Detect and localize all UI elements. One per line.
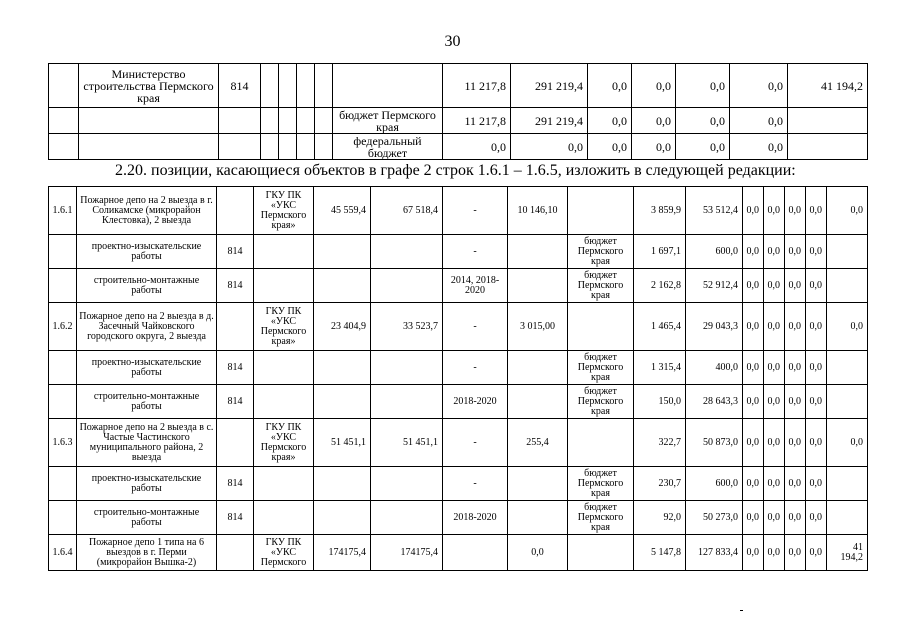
- row-num-cell: [49, 134, 79, 160]
- v4-cell: 0,0: [764, 351, 785, 385]
- funded-cell: [508, 501, 568, 535]
- cost-cell: [314, 501, 371, 535]
- v1-cell: 5 147,8: [634, 535, 686, 571]
- limit-cell: [371, 351, 443, 385]
- empty-cell: [279, 134, 297, 160]
- v5-cell: 0,0: [785, 351, 806, 385]
- source-cell: бюджет Пермского края: [568, 235, 634, 269]
- cost-cell: [314, 467, 371, 501]
- source-cell: бюджет Пермского края: [568, 385, 634, 419]
- code-cell: 814: [217, 385, 254, 419]
- v5-cell: 0,0: [785, 535, 806, 571]
- value-cell: [788, 108, 868, 134]
- v5-cell: 0,0: [785, 419, 806, 467]
- table-row: [49, 235, 868, 269]
- v3-cell: 0,0: [743, 467, 764, 501]
- code-cell: [217, 535, 254, 571]
- v7-cell: 41 194,2: [827, 535, 868, 571]
- value-cell: 11 217,8: [443, 108, 511, 134]
- table-row: [49, 419, 868, 467]
- period-cell: -: [443, 419, 508, 467]
- customer-cell: ГКУ ПК «УКС Пермского края»: [254, 187, 314, 235]
- source-cell: бюджет Пермского края: [568, 501, 634, 535]
- empty-cell: [261, 64, 279, 108]
- source-cell: федеральный бюджет: [333, 134, 443, 160]
- page-number: 30: [444, 33, 461, 50]
- v6-cell: 0,0: [806, 419, 827, 467]
- v1-cell: 322,7: [634, 419, 686, 467]
- v2-cell: 400,0: [686, 351, 743, 385]
- limit-cell: [371, 269, 443, 303]
- source-cell: [568, 187, 634, 235]
- v7-cell: [827, 269, 868, 303]
- period-cell: 2018-2020: [443, 385, 508, 419]
- num-cell: 1.6.2: [49, 303, 77, 351]
- v1-cell: 92,0: [634, 501, 686, 535]
- v4-cell: 0,0: [764, 467, 785, 501]
- name-cell: Пожарное депо на 2 выезда в д. Засечный Чайковского городского округа, 2 выезда: [77, 303, 217, 351]
- v5-cell: 0,0: [785, 269, 806, 303]
- v3-cell: 0,0: [743, 385, 764, 419]
- num-cell: [49, 501, 77, 535]
- funded-cell: 10 146,10: [508, 187, 568, 235]
- empty-cell: [279, 64, 297, 108]
- customer-cell: [254, 385, 314, 419]
- table-row: [49, 64, 868, 108]
- v2-cell: 53 512,4: [686, 187, 743, 235]
- name-cell: строительно-монтажные работы: [77, 269, 217, 303]
- table-row: [49, 108, 868, 134]
- value-cell: 41 194,2: [788, 64, 868, 108]
- table-row: [49, 467, 868, 501]
- v5-cell: 0,0: [785, 235, 806, 269]
- v2-cell: 600,0: [686, 467, 743, 501]
- name-cell: проектно-изыскательские работы: [77, 467, 217, 501]
- limit-cell: [371, 467, 443, 501]
- table-row: [49, 535, 868, 571]
- cost-cell: [314, 385, 371, 419]
- funded-cell: 3 015,00: [508, 303, 568, 351]
- v4-cell: 0,0: [764, 419, 785, 467]
- code-cell: 814: [217, 467, 254, 501]
- name-cell: [79, 108, 219, 134]
- source-cell: бюджет Пермского края: [568, 467, 634, 501]
- customer-cell: ГКУ ПК «УКС Пермского края»: [254, 419, 314, 467]
- v1-cell: 1 465,4: [634, 303, 686, 351]
- funded-cell: [508, 351, 568, 385]
- code-cell: [219, 108, 261, 134]
- source-cell: бюджет Пермского края: [333, 108, 443, 134]
- empty-cell: [297, 64, 315, 108]
- v7-cell: 0,0: [827, 303, 868, 351]
- table-row: [49, 351, 868, 385]
- v4-cell: 0,0: [764, 269, 785, 303]
- limit-cell: [371, 235, 443, 269]
- empty-cell: [261, 108, 279, 134]
- v3-cell: 0,0: [743, 235, 764, 269]
- value-cell: 0,0: [676, 134, 730, 160]
- v4-cell: 0,0: [764, 187, 785, 235]
- funded-cell: [508, 235, 568, 269]
- code-cell: 814: [217, 351, 254, 385]
- empty-cell: [297, 134, 315, 160]
- v5-cell: 0,0: [785, 467, 806, 501]
- section-heading: 2.20. позиции, касающиеся объектов в графе 2 строк 1.6.1 – 1.6.5, изложить в следующей редакции:: [115, 162, 796, 179]
- customer-cell: ГКУ ПК «УКС Пермского края»: [254, 303, 314, 351]
- v5-cell: 0,0: [785, 385, 806, 419]
- num-cell: [49, 385, 77, 419]
- name-cell: проектно-изыскательские работы: [77, 235, 217, 269]
- v3-cell: 0,0: [743, 419, 764, 467]
- v7-cell: [827, 385, 868, 419]
- table-row: [49, 187, 868, 235]
- v7-cell: [827, 467, 868, 501]
- v1-cell: 230,7: [634, 467, 686, 501]
- source-cell: [568, 303, 634, 351]
- v7-cell: 0,0: [827, 187, 868, 235]
- customer-cell: [254, 269, 314, 303]
- value-cell: 0,0: [511, 134, 588, 160]
- cost-cell: [314, 269, 371, 303]
- v3-cell: 0,0: [743, 303, 764, 351]
- value-cell: 0,0: [730, 64, 788, 108]
- customer-cell: [254, 235, 314, 269]
- num-cell: [49, 269, 77, 303]
- code-cell: [217, 419, 254, 467]
- cost-cell: 174175,4: [314, 535, 371, 571]
- value-cell: 0,0: [676, 108, 730, 134]
- name-cell: [79, 134, 219, 160]
- empty-cell: [315, 64, 333, 108]
- v4-cell: 0,0: [764, 535, 785, 571]
- value-cell: 0,0: [676, 64, 730, 108]
- funded-cell: [508, 269, 568, 303]
- row-num-cell: [49, 64, 79, 108]
- v3-cell: 0,0: [743, 351, 764, 385]
- v6-cell: 0,0: [806, 269, 827, 303]
- v2-cell: 29 043,3: [686, 303, 743, 351]
- cost-cell: 51 451,1: [314, 419, 371, 467]
- customer-cell: [254, 351, 314, 385]
- v6-cell: 0,0: [806, 385, 827, 419]
- value-cell: 0,0: [730, 108, 788, 134]
- value-cell: 291 219,4: [511, 64, 588, 108]
- num-cell: [49, 235, 77, 269]
- period-cell: -: [443, 187, 508, 235]
- code-cell: [217, 303, 254, 351]
- v3-cell: 0,0: [743, 535, 764, 571]
- limit-cell: 174175,4: [371, 535, 443, 571]
- period-cell: [443, 535, 508, 571]
- v2-cell: 50 273,0: [686, 501, 743, 535]
- period-cell: -: [443, 303, 508, 351]
- customer-cell: [254, 501, 314, 535]
- table-row: [49, 303, 868, 351]
- cost-cell: 23 404,9: [314, 303, 371, 351]
- funded-cell: 0,0: [508, 535, 568, 571]
- scan-mark: [740, 610, 743, 611]
- value-cell: 0,0: [588, 64, 632, 108]
- row-num-cell: [49, 108, 79, 134]
- value-cell: 0,0: [632, 108, 676, 134]
- v1-cell: 1 697,1: [634, 235, 686, 269]
- v6-cell: 0,0: [806, 501, 827, 535]
- v1-cell: 150,0: [634, 385, 686, 419]
- empty-cell: [279, 108, 297, 134]
- limit-cell: 51 451,1: [371, 419, 443, 467]
- name-cell: строительно-монтажные работы: [77, 385, 217, 419]
- funded-cell: [508, 385, 568, 419]
- period-cell: 2018-2020: [443, 501, 508, 535]
- period-cell: -: [443, 351, 508, 385]
- table-row: [49, 134, 868, 160]
- v3-cell: 0,0: [743, 187, 764, 235]
- v5-cell: 0,0: [785, 501, 806, 535]
- v2-cell: 28 643,3: [686, 385, 743, 419]
- v5-cell: 0,0: [785, 303, 806, 351]
- v6-cell: 0,0: [806, 351, 827, 385]
- v2-cell: 600,0: [686, 235, 743, 269]
- value-cell: [788, 134, 868, 160]
- table-row: [49, 501, 868, 535]
- customer-cell: [254, 467, 314, 501]
- main-table: [48, 186, 868, 571]
- code-cell: [217, 187, 254, 235]
- top-table: [48, 63, 868, 160]
- value-cell: 0,0: [588, 108, 632, 134]
- empty-cell: [297, 108, 315, 134]
- v1-cell: 3 859,9: [634, 187, 686, 235]
- v3-cell: 0,0: [743, 269, 764, 303]
- code-cell: [219, 134, 261, 160]
- table-row: [49, 269, 868, 303]
- v6-cell: 0,0: [806, 303, 827, 351]
- limit-cell: 67 518,4: [371, 187, 443, 235]
- period-cell: -: [443, 235, 508, 269]
- code-cell: 814: [217, 501, 254, 535]
- v6-cell: 0,0: [806, 535, 827, 571]
- v4-cell: 0,0: [764, 385, 785, 419]
- v2-cell: 50 873,0: [686, 419, 743, 467]
- v6-cell: 0,0: [806, 235, 827, 269]
- name-cell: Пожарное депо 1 типа на 6 выездов в г. Перми (микрорайон Вышка-2): [77, 535, 217, 571]
- v7-cell: [827, 235, 868, 269]
- funded-cell: 255,4: [508, 419, 568, 467]
- funded-cell: [508, 467, 568, 501]
- value-cell: 0,0: [632, 134, 676, 160]
- num-cell: [49, 467, 77, 501]
- limit-cell: 33 523,7: [371, 303, 443, 351]
- empty-cell: [315, 108, 333, 134]
- value-cell: 0,0: [632, 64, 676, 108]
- name-cell: проектно-изыскательские работы: [77, 351, 217, 385]
- source-cell: бюджет Пермского края: [568, 351, 634, 385]
- v1-cell: 2 162,8: [634, 269, 686, 303]
- code-cell: 814: [217, 235, 254, 269]
- code-cell: 814: [217, 269, 254, 303]
- v4-cell: 0,0: [764, 235, 785, 269]
- value-cell: 291 219,4: [511, 108, 588, 134]
- limit-cell: [371, 501, 443, 535]
- v1-cell: 1 315,4: [634, 351, 686, 385]
- name-cell: строительно-монтажные работы: [77, 501, 217, 535]
- name-cell: Пожарное депо на 2 выезда в с. Частые Частинского муниципального района, 2 выезда: [77, 419, 217, 467]
- v3-cell: 0,0: [743, 501, 764, 535]
- empty-cell: [261, 134, 279, 160]
- code-cell: 814: [219, 64, 261, 108]
- source-cell: [333, 64, 443, 108]
- num-cell: 1.6.4: [49, 535, 77, 571]
- num-cell: 1.6.1: [49, 187, 77, 235]
- v6-cell: 0,0: [806, 467, 827, 501]
- period-cell: -: [443, 467, 508, 501]
- v2-cell: 52 912,4: [686, 269, 743, 303]
- cost-cell: 45 559,4: [314, 187, 371, 235]
- v7-cell: [827, 351, 868, 385]
- value-cell: 0,0: [443, 134, 511, 160]
- v4-cell: 0,0: [764, 303, 785, 351]
- limit-cell: [371, 385, 443, 419]
- customer-cell: ГКУ ПК «УКС Пермского: [254, 535, 314, 571]
- value-cell: 0,0: [588, 134, 632, 160]
- v7-cell: 0,0: [827, 419, 868, 467]
- cost-cell: [314, 351, 371, 385]
- source-cell: [568, 535, 634, 571]
- num-cell: 1.6.3: [49, 419, 77, 467]
- name-cell: Пожарное депо на 2 выезда в г. Соликамске (микрорайон Клестовка), 2 выезда: [77, 187, 217, 235]
- period-cell: 2014, 2018-2020: [443, 269, 508, 303]
- value-cell: 11 217,8: [443, 64, 511, 108]
- source-cell: [568, 419, 634, 467]
- v7-cell: [827, 501, 868, 535]
- v2-cell: 127 833,4: [686, 535, 743, 571]
- source-cell: бюджет Пермского края: [568, 269, 634, 303]
- v5-cell: 0,0: [785, 187, 806, 235]
- empty-cell: [315, 134, 333, 160]
- v6-cell: 0,0: [806, 187, 827, 235]
- cost-cell: [314, 235, 371, 269]
- v4-cell: 0,0: [764, 501, 785, 535]
- num-cell: [49, 351, 77, 385]
- name-cell: Министерство строительства Пермского края: [79, 64, 219, 108]
- table-row: [49, 385, 868, 419]
- value-cell: 0,0: [730, 134, 788, 160]
